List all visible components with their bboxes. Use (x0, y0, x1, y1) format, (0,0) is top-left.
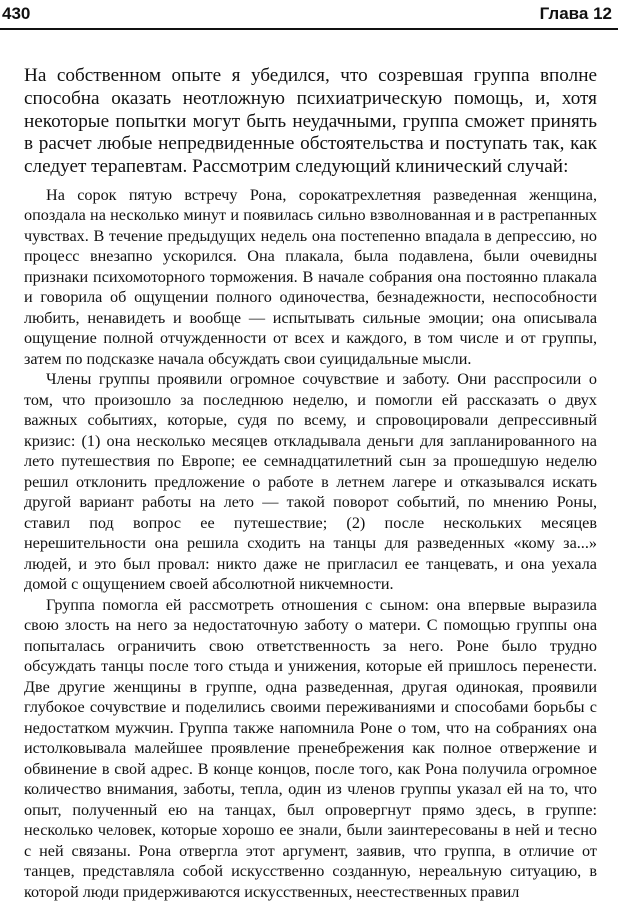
case-paragraph: Члены группы проявили огромное сочувствие и заботу. Они расспросили о том, что произошло за последнюю неделю, и помогли ей рассказать о двух важных событиях, которые, судя по всему, и спровоцировали депрессивный кризис: (1) она несколько месяцев откладывала деньги для запланированного на лето путешествия по Европе; ее семнадцатилетний сын за прошедшую неделю решил отклонить предложение о работе в летнем лагере и отказывался искать другой вариант работы на лето — такой поворот событий, по мнению Роны, ставил под вопрос ее путешествие; (2) после нескольких месяцев нерешительности она решила сходить на танцы для разведенных «кому за...» людей, и это был провал: никто даже не пригласил ее танцевать, и она уехала домой с ощущением своей абсолютной никчемности. (24, 370, 597, 594)
page-number: 430 (2, 4, 31, 23)
case-paragraph: Группа помогла ей рассмотреть отношения с сыном: она впервые выразила свою злость на него за недостаточную заботу о матери. С помощью группы она попыталась ограничить свою ответственность за него. Роне было трудно обсуждать танцы после того стыда и унижения, которые ей пришлось перенести. Две другие женщины в группе, одна разведенная, другая одинокая, проявили глубокое сочувствие и поделились своими переживаниями и способами борьбы с недостатком мужчин. Группа также напомнила Роне о том, что на собраниях она истолковывала малейшее проявление пренебрежения как полное отвержение и обвинение в свой адрес. В конце концов, после того, как Рона получила огромное количество внимания, заботы, тепла, один из членов группы указал ей на то, что опыт, полученный ею на танцах, был опровергнут прямо здесь, в группе: несколько человек, которые хорошо ее знали, были заинтересованы в ней и тесно с ней связаны. Рона отвергла этот аргумент, заявив, что группа, в отличие от танцев, представляла собой искусственно созданную, нереальную ситуацию, в которой люди придерживаются искусственных, неестественных правил (24, 595, 597, 901)
header-rule (0, 28, 618, 30)
page-body (24, 65, 597, 902)
chapter-title: Глава 12 (539, 4, 612, 23)
lead-paragraph: На собственном опыте я убедился, что созревшая группа вполне способна оказать неотложную психиатрическую помощь, и, хотя некоторые попытки могут быть неудачными, группа сможет принять в расчет любые непредвиденные обстоятельства и поступать так, как следует терапевтам. Рассмотрим следующий клинический случай: (24, 65, 597, 178)
running-header (0, 0, 620, 30)
case-paragraph: На сорок пятую встречу Рона, сорокатрехлетняя разведенная женщина, опоздала на несколько минут и появилась сильно взволнованная и в растрепанных чувствах. В течение предыдущих недель она постепенно впадала в депрессию, но процесс внезапно ускорился. Она плакала, была подавлена, были очевидны признаки психомоторного торможения. В начале собрания она постоянно плакала и говорила об ощущении полного одиночества, безнадежности, неспособности любить, ненавидеть и вообще — испытывать сильные эмоции; она описывала ощущение полной отчужденности от всех и каждого, в том числе и от группы, затем по подсказке начала обсуждать свои суицидальные мысли. (24, 185, 597, 368)
clinical-case (24, 185, 597, 903)
